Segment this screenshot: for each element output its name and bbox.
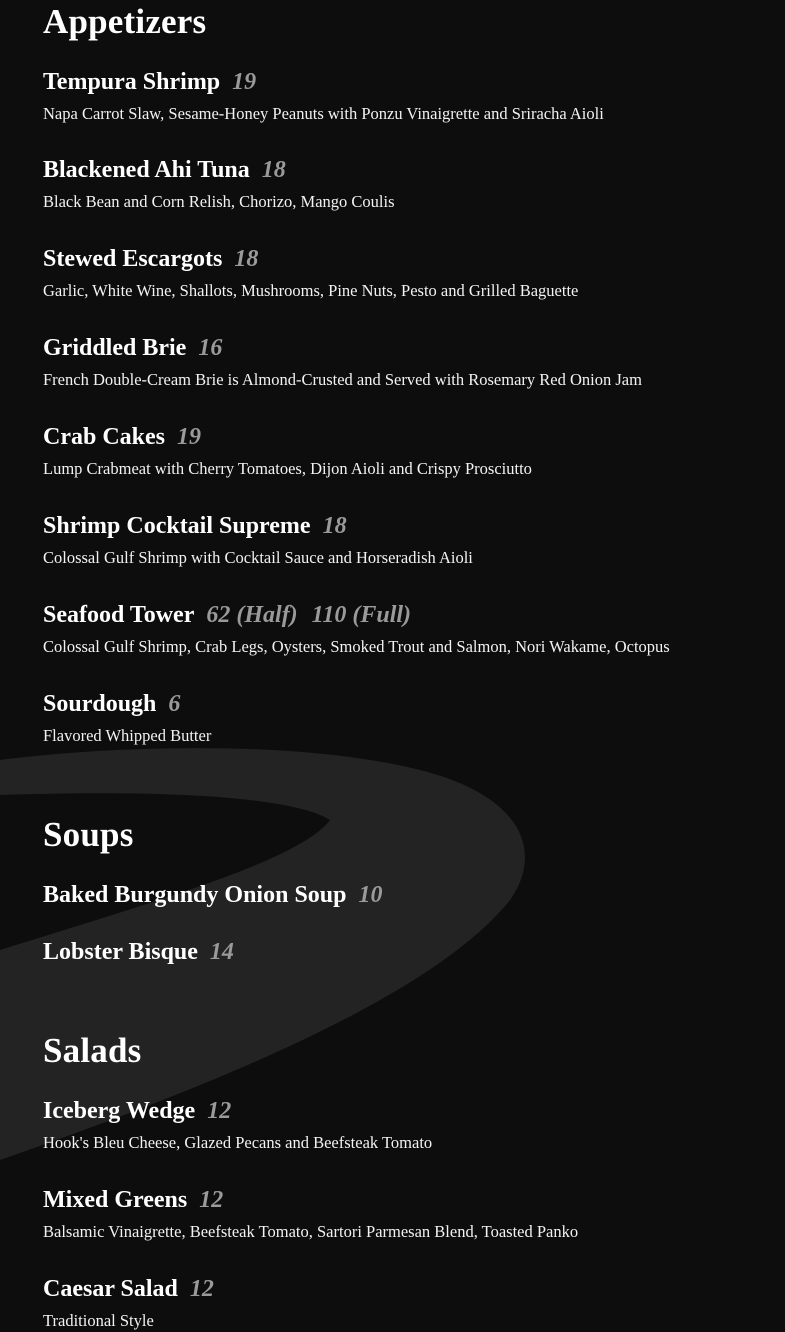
menu-item — [43, 937, 763, 967]
item-name: Tempura Shrimp — [43, 69, 221, 95]
item-price: 19 — [232, 69, 257, 95]
item-description: Balsamic Vinaigrette, Beefsteak Tomato, Sartori Parmesan Blend, Toasted Panko — [43, 1222, 579, 1241]
item-price: 19 — [177, 424, 202, 450]
item-price: 12 — [199, 1187, 224, 1213]
item-price: 18 — [261, 157, 286, 183]
item-name: Sourdough — [43, 691, 157, 717]
item-price: 14 — [209, 939, 234, 965]
section-appetizers — [43, 0, 763, 747]
menu-item — [43, 600, 763, 658]
item-name: Stewed Escargots — [43, 246, 223, 272]
menu-item — [43, 1185, 763, 1243]
item-description: French Double-Cream Brie is Almond-Crusted and Served with Rosemary Red Onion Jam — [43, 370, 642, 389]
section-salads — [43, 1029, 763, 1332]
item-description: Black Bean and Corn Relish, Chorizo, Mango Coulis — [43, 192, 395, 211]
item-name: Mixed Greens — [43, 1187, 188, 1213]
item-price: 6 — [168, 691, 181, 717]
item-price: 16 — [198, 335, 223, 361]
item-name: Caesar Salad — [43, 1276, 178, 1302]
item-name: Lobster Bisque — [43, 939, 198, 965]
item-price: 12 — [207, 1098, 232, 1124]
section-soups — [43, 813, 763, 967]
menu-item — [43, 422, 763, 480]
item-name: Blackened Ahi Tuna — [43, 157, 250, 183]
item-name: Baked Burgundy Onion Soup — [43, 882, 347, 908]
item-name: Iceberg Wedge — [43, 1098, 196, 1124]
menu-item — [43, 1096, 763, 1154]
item-description: Napa Carrot Slaw, Sesame-Honey Peanuts with Ponzu Vinaigrette and Sriracha Aioli — [43, 104, 604, 123]
section-title: Salads — [43, 1031, 142, 1070]
item-name: Shrimp Cocktail Supreme — [43, 513, 311, 539]
item-description: Lump Crabmeat with Cherry Tomatoes, Dijon Aioli and Crispy Prosciutto — [43, 459, 532, 478]
item-price-full: 110 (Full) — [311, 602, 412, 628]
item-price-half: 62 (Half) — [206, 602, 298, 628]
item-price: 12 — [189, 1276, 214, 1302]
menu-item — [43, 689, 763, 747]
menu-item — [43, 1274, 763, 1332]
item-description: Colossal Gulf Shrimp with Cocktail Sauce and Horseradish Aioli — [43, 548, 473, 567]
item-name: Crab Cakes — [43, 424, 166, 450]
menu-item — [43, 244, 763, 302]
item-price: 10 — [358, 882, 383, 908]
menu-item — [43, 67, 763, 125]
item-description: Colossal Gulf Shrimp, Crab Legs, Oysters, Smoked Trout and Salmon, Nori Wakame, Octopus — [43, 637, 670, 656]
item-name: Seafood Tower — [43, 602, 195, 628]
item-description: Traditional Style — [43, 1311, 154, 1330]
item-price: 18 — [322, 513, 347, 539]
item-description: Garlic, White Wine, Shallots, Mushrooms, Pine Nuts, Pesto and Grilled Baguette — [43, 281, 579, 300]
section-title: Soups — [43, 815, 134, 854]
item-name: Griddled Brie — [43, 335, 187, 361]
menu-item — [43, 511, 763, 569]
menu-item — [43, 155, 763, 213]
menu-item — [43, 880, 763, 910]
item-description: Hook's Bleu Cheese, Glazed Pecans and Beefsteak Tomato — [43, 1133, 433, 1152]
section-title: Appetizers — [43, 2, 207, 41]
menu-item — [43, 333, 763, 391]
item-price: 18 — [234, 246, 259, 272]
item-description: Flavored Whipped Butter — [43, 726, 212, 745]
